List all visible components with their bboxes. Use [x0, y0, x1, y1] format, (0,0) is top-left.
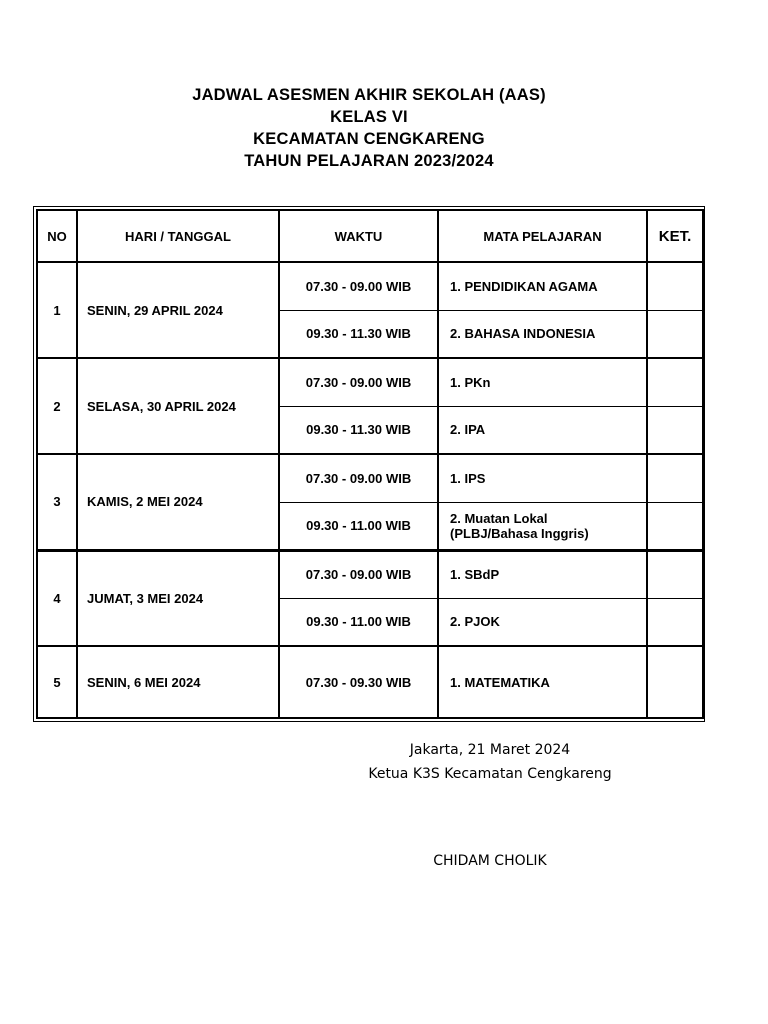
row-ket [647, 358, 703, 406]
schedule-table [36, 209, 704, 719]
signature-position: Ketua K3S Kecamatan Cengkareng [368, 766, 612, 782]
row-ket [647, 454, 703, 502]
title-line-4: TAHUN PELAJARAN 2023/2024 [244, 152, 494, 170]
row-mata-pelajaran: 2. BAHASA INDONESIA [438, 310, 647, 358]
row-waktu: 07.30 - 09.00 WIB [279, 358, 438, 406]
row-hari-tanggal: SENIN, 6 MEI 2024 [77, 646, 279, 718]
header-mata-pelajaran: MATA PELAJARAN [438, 210, 647, 262]
row-ket [647, 502, 703, 550]
table-row [37, 550, 703, 598]
title-line-2: KELAS VI [330, 108, 408, 126]
row-no: 3 [37, 454, 77, 550]
row-hari-tanggal: KAMIS, 2 MEI 2024 [77, 454, 279, 550]
row-no: 1 [37, 262, 77, 358]
signer-name: CHIDAM CHOLIK [433, 853, 547, 869]
row-ket [647, 262, 703, 310]
row-waktu: 09.30 - 11.00 WIB [279, 598, 438, 646]
row-waktu: 09.30 - 11.00 WIB [279, 502, 438, 550]
document-title [0, 84, 738, 172]
header-waktu: WAKTU [279, 210, 438, 262]
row-hari-tanggal: SENIN, 29 APRIL 2024 [77, 262, 279, 358]
row-mata-pelajaran [438, 502, 647, 550]
row-mata-pelajaran: 1. IPS [438, 454, 647, 502]
title-line-3: KECAMATAN CENGKARENG [253, 130, 485, 148]
row-ket [647, 598, 703, 646]
header-no: NO [37, 210, 77, 262]
table-row [37, 454, 703, 502]
table-header-row [37, 210, 703, 262]
row-no: 2 [37, 358, 77, 454]
row-waktu: 09.30 - 11.30 WIB [279, 310, 438, 358]
row-waktu: 07.30 - 09.30 WIB [279, 646, 438, 718]
row-hari-tanggal: JUMAT, 3 MEI 2024 [77, 550, 279, 646]
schedule-table-frame [33, 206, 705, 722]
row-waktu: 07.30 - 09.00 WIB [279, 262, 438, 310]
row-waktu: 09.30 - 11.30 WIB [279, 406, 438, 454]
table-row [37, 646, 703, 718]
signature-block [340, 738, 640, 786]
row-mata-pelajaran: 2. IPA [438, 406, 647, 454]
row-ket [647, 550, 703, 598]
row-no: 4 [37, 550, 77, 646]
row-mata-pelajaran: 1. MATEMATIKA [438, 646, 647, 718]
row-hari-tanggal: SELASA, 30 APRIL 2024 [77, 358, 279, 454]
row-waktu: 07.30 - 09.00 WIB [279, 454, 438, 502]
table-row [37, 358, 703, 406]
header-ket: KET. [647, 210, 703, 262]
row-mata-pelajaran: 2. PJOK [438, 598, 647, 646]
row-ket [647, 406, 703, 454]
row-no: 5 [37, 646, 77, 718]
table-row [37, 262, 703, 310]
row-mata-pelajaran: 1. PENDIDIKAN AGAMA [438, 262, 647, 310]
row-mata-pelajaran: 1. PKn [438, 358, 647, 406]
mata-pelajaran-line-1: 2. Muatan Lokal [450, 510, 548, 526]
row-mata-pelajaran: 1. SBdP [438, 550, 647, 598]
row-waktu: 07.30 - 09.00 WIB [279, 550, 438, 598]
title-line-1: JADWAL ASESMEN AKHIR SEKOLAH (AAS) [192, 86, 546, 104]
header-hari-tanggal: HARI / TANGGAL [77, 210, 279, 262]
row-ket [647, 646, 703, 718]
mata-pelajaran-line-2: (PLBJ/Bahasa Inggris) [450, 525, 589, 541]
row-ket [647, 310, 703, 358]
signature-place-date: Jakarta, 21 Maret 2024 [409, 742, 571, 758]
